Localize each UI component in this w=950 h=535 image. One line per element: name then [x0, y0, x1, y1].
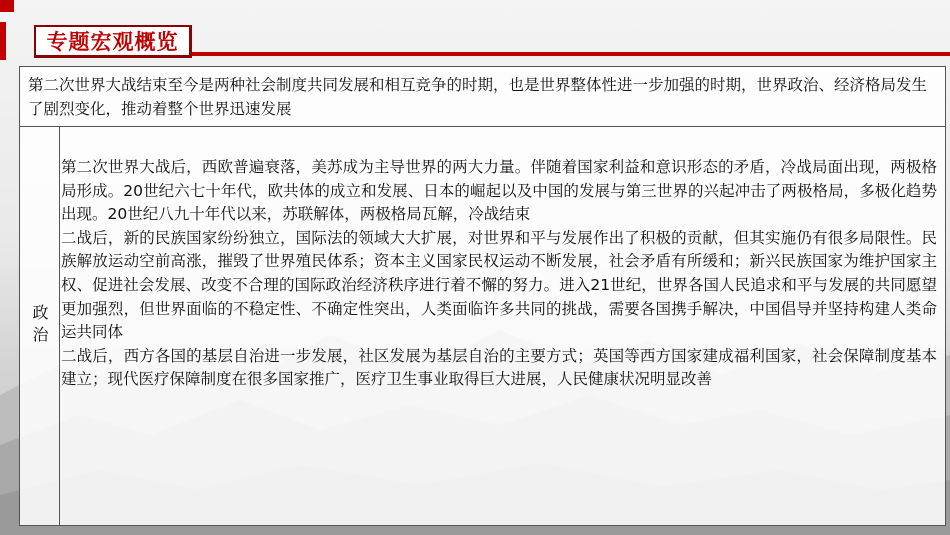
page-title: 专题宏观概览 [46, 30, 179, 54]
title-box [34, 25, 192, 58]
politics-label: 政治 [30, 304, 49, 348]
header-bar [0, 0, 950, 60]
red-accent-left [0, 22, 6, 60]
intro-row [20, 67, 945, 127]
politics-paragraph: 二战后，西方各国的基层自治进一步发展，社区发展为基层自治的主要方式；英国等西方国家建成福利国家，社会保障制度基本建立；现代医疗保障制度在很多国家推广，医疗卫生事业取得巨大进展，人民健康状况明显改善 [61, 346, 937, 389]
title-underline [192, 52, 950, 56]
politics-paragraph: 第二次世界大战后，西欧普遍衰落，美苏成为主导世界的两大力量。伴随着国家利益和意识形态的矛盾，冷战局面出现，两极格局形成。20世纪六七十年代，欧共体的成立和发展、日本的崛起以及中国的发展与第三世界的兴起冲击了两极格局，多极化趋势出现。20世纪八九十年代以来，苏联解体，两极格局瓦解，冷战结束 [61, 158, 937, 224]
red-accent-top [0, 0, 14, 12]
politics-paragraph: 二战后，新的民族国家纷纷独立，国际法的领域大大扩展，对世界和平与发展作出了积极的贡献，但其实施仍有很多局限性。民族解放运动空前高涨，摧毁了世界殖民体系；资本主义国家民权运动不断发展，社会矛盾有所缓和；新兴民族国家为维护国家主权、促进社会发展、改变不合理的国际政治经济秩序进行着不懈的努力。进入21世纪，世界各国人民追求和平与发展的共同愿望更加强烈，但世界面临的不稳定性、不确定性突出，人类面临许多共同的挑战，需要各国携手解决，中国倡导并坚持构建人类命运共同体 [61, 228, 937, 342]
overview-table [19, 66, 946, 526]
politics-detail-cell [61, 127, 945, 525]
intro-text: 第二次世界大战结束至今是两种社会制度共同发展和相互竞争的时期，也是世界整体性进一步加强的时期，世界政治、经济格局发生了剧烈变化，推动着整个世界迅速发展 [28, 76, 928, 118]
politics-label-cell [20, 127, 60, 525]
